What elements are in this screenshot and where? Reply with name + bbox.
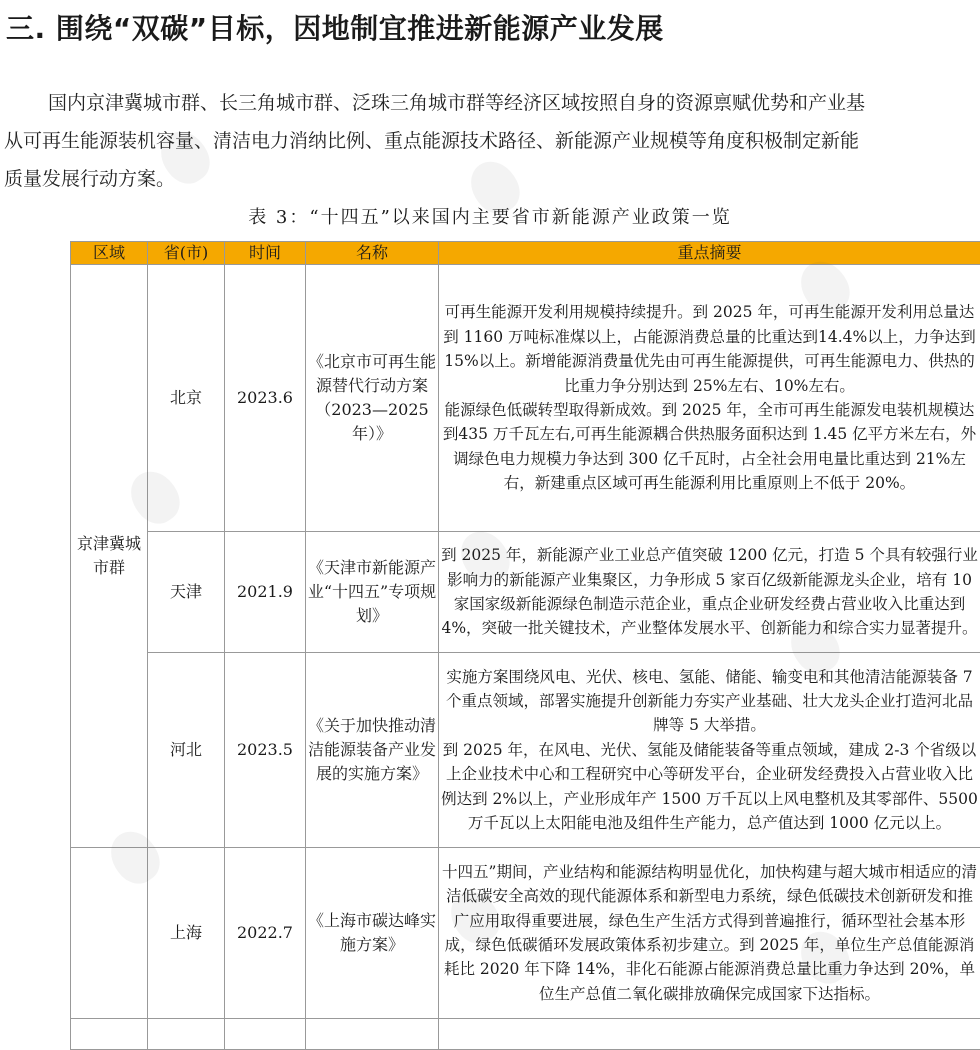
province-cell: 北京 (148, 265, 225, 532)
summary-paragraph: 实施方案围绕风电、光伏、核电、氢能、储能、输变电和其他清洁能源装备 7 个重点领域，部署实施提升创新能力夯实产业基础、壮大龙头企业打造河北品牌等 5 大举措。 (439, 665, 980, 738)
summary-cell (439, 532, 980, 653)
header-summary: 重点摘要 (439, 242, 980, 265)
date-cell: 2023.6 (225, 265, 306, 532)
table-row (71, 265, 980, 532)
summary-cell (439, 848, 980, 1019)
paragraph-line: 国内京津冀城市群、长三角城市群、泛珠三角城市群等经济区域按照自身的资源禀赋优势和产业基 (4, 84, 980, 122)
policy-name-cell: 《北京市可再生能源替代行动方案（2023—2025年）》 (306, 265, 439, 532)
summary-cell (439, 1019, 980, 1050)
region-cell (71, 1019, 148, 1050)
summary-paragraph: 到 2025 年，在风电、光伏、氢能及储能装备等重点领域，建成 2-3 个省级以上企业技术中心和工程研究中心等研发平台，企业研发经费投入占营业收入比例达到 2%以上，产业形成年产 1500 万千瓦以上风电整机及其零部件、5500 万千瓦以上太阳能电池及组件生产能力，总产值达到 1000 亿元以上。 (439, 738, 980, 836)
summary-cell (439, 653, 980, 848)
policy-name-cell: 《天津市新能源产业“十四五”专项规划》 (306, 532, 439, 653)
date-cell: 2022.7 (225, 848, 306, 1019)
table-caption: 表 3：“十四五”以来国内主要省市新能源产业政策一览 (0, 203, 980, 233)
summary-paragraph: 可再生能源开发利用规模持续提升。到 2025 年，可再生能源开发利用总量达到 1160 万吨标准煤以上，占能源消费总量的比重达到14.4%以上，力争达到 15%以上。新增能源消费量优先由可再生能源提供，可再生能源电力、供热的比重力争分别达到 25%左右、10%左右。 (439, 300, 980, 398)
province-cell (148, 1019, 225, 1050)
summary-cell (439, 265, 980, 532)
province-cell: 上海 (148, 848, 225, 1019)
section-heading: 三. 围绕“双碳”目标，因地制宜推进新能源产业发展 (6, 8, 664, 50)
header-province: 省(市) (148, 242, 225, 265)
paragraph-line: 从可再生能源装机容量、清洁电力消纳比例、重点能源技术路径、新能源产业规模等角度积极制定新能 (4, 122, 980, 160)
policy-name-cell: 《关于加快推动清洁能源装备产业发展的实施方案》 (306, 653, 439, 848)
policy-name-cell (306, 1019, 439, 1050)
region-cell: 京津冀城市群 (71, 265, 148, 848)
header-date: 时间 (225, 242, 306, 265)
summary-paragraph: 能源绿色低碳转型取得新成效。到 2025 年，全市可再生能源发电装机规模达到435 万千瓦左右,可再生能源耦合供热服务面积达到 1.45 亿平方米左右，外调绿色电力规模力争达到 300 亿千瓦时，占全社会用电量比重达到 21%左右，新建重点区域可再生能源利用比重原则上不低于 20%。 (439, 398, 980, 496)
table-header-row (71, 242, 980, 265)
date-cell: 2023.5 (225, 653, 306, 848)
policy-name-cell: 《上海市碳达峰实施方案》 (306, 848, 439, 1019)
region-cell (71, 848, 148, 1019)
date-cell: 2021.9 (225, 532, 306, 653)
table-row (71, 653, 980, 848)
table-row (71, 532, 980, 653)
header-name: 名称 (306, 242, 439, 265)
date-cell (225, 1019, 306, 1050)
policy-table (70, 241, 980, 1050)
province-cell: 天津 (148, 532, 225, 653)
summary-paragraph: 到 2025 年，新能源产业工业总产值突破 1200 亿元，打造 5 个具有较强行业影响力的新能源产业集聚区，力争形成 5 家百亿级新能源龙头企业，培有 10 家国家级新能源绿色制造示范企业，重点企业研发经费占营业收入比重达到 4%，突破一批关键技术，产业整体发展水平、创新能力和综合实力显著提升。 (439, 543, 980, 641)
table-row (71, 1019, 980, 1050)
intro-paragraph (4, 84, 980, 198)
header-region: 区域 (71, 242, 148, 265)
province-cell: 河北 (148, 653, 225, 848)
table-row (71, 848, 980, 1019)
summary-paragraph: 十四五”期间，产业结构和能源结构明显优化，加快构建与超大城市相适应的清洁低碳安全高效的现代能源体系和新型电力系统，绿色低碳技术创新研发和推广应用取得重要进展，绿色生产生活方式得到普遍推行，循环型社会基本形成，绿色低碳循环发展政策体系初步建立。到 2025 年，单位生产总值能源消耗比 2020 年下降 14%，非化石能源占能源消费总量比重力争达到 20%，单位生产总值二氧化碳排放确保完成国家下达指标。 (439, 860, 980, 1006)
paragraph-line: 质量发展行动方案。 (4, 160, 980, 198)
